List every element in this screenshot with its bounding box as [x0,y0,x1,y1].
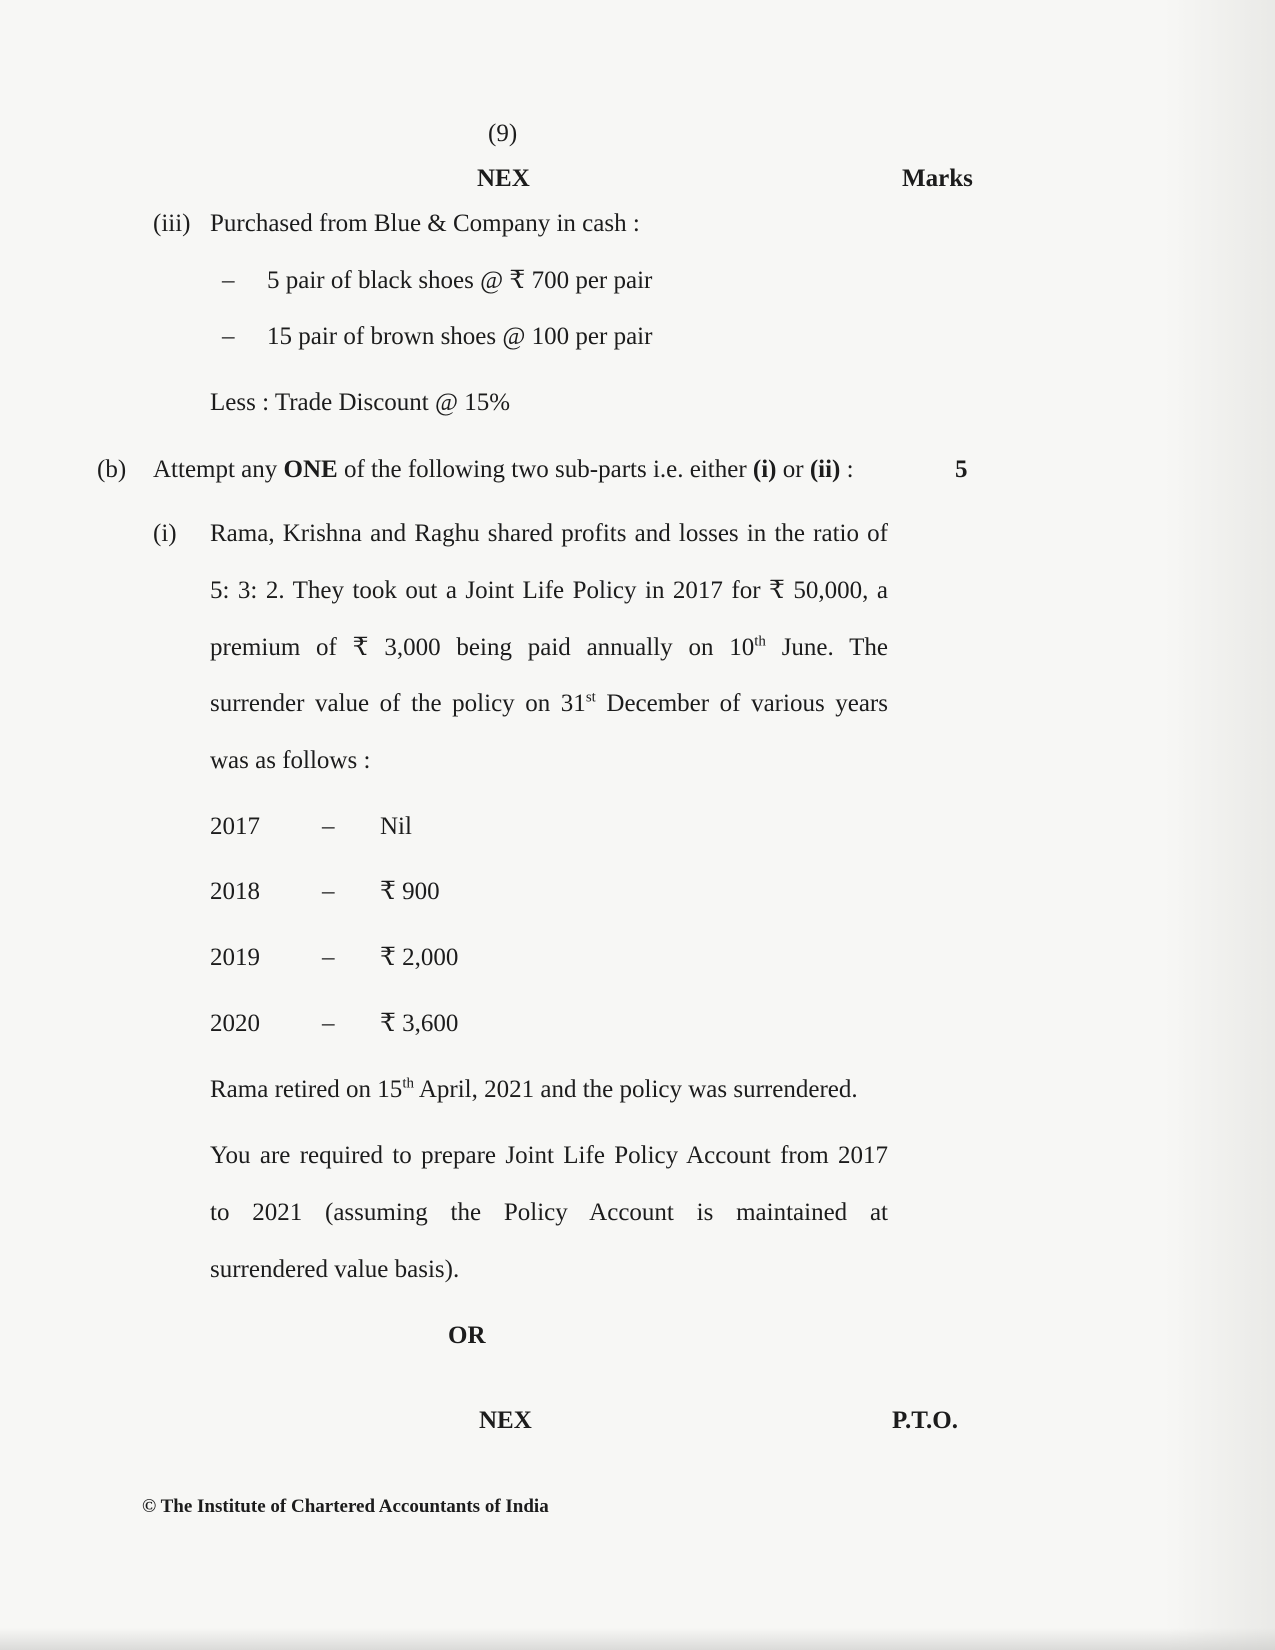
requirement-line-1: You are required to prepare Joint Life Policy Account from 2017 [210,1142,888,1169]
value-2019: ₹ 2,000 [380,944,459,971]
value-2017: Nil [380,813,412,840]
header-code: NEX [477,165,530,192]
bullet-dash: – [222,267,235,294]
year-2019: 2019 [210,944,260,971]
dash: – [322,1010,335,1037]
sub-i-line-3: premium of ₹ 3,000 being paid annually on 10th June. The [210,633,888,661]
value-2018: ₹ 900 [380,878,440,905]
marks-heading: Marks [902,165,973,192]
value-2020: ₹ 3,600 [380,1010,459,1037]
requirement-line-3: surrendered value basis). [210,1256,460,1283]
bullet-dash: – [222,323,235,350]
pto-label: P.T.O. [892,1407,958,1434]
dash: – [322,813,335,840]
sub-i-label: (i) [153,520,177,547]
sub-i-line-2: 5: 3: 2. They took out a Joint Life Policy in 2017 for ₹ 50,000, a [210,577,888,604]
footer-code: NEX [479,1407,532,1434]
trade-discount-line: Less : Trade Discount @ 15% [210,389,511,416]
retirement-line: Rama retired on 15th April, 2021 and the policy was surrendered. [210,1075,858,1103]
item-iii-text: Purchased from Blue & Company in cash : [210,210,640,237]
part-b-marks: 5 [955,456,968,483]
requirement-line-2: to 2021 (assuming the Policy Account is maintained at [210,1199,888,1226]
scan-shadow-edge [1165,0,1275,1650]
scan-bottom-edge [0,1628,1275,1650]
part-b-instruction: Attempt any ONE of the following two sub-parts i.e. either (i) or (ii) : [153,456,854,483]
bullet-black-shoes: 5 pair of black shoes @ ₹ 700 per pair [267,267,653,294]
dash: – [322,944,335,971]
part-b-label: (b) [97,456,127,483]
sub-i-line-5: was as follows : [210,747,371,774]
copyright-notice: © The Institute of Chartered Accountants of India [142,1496,549,1517]
sub-i-line-4: surrender value of the policy on 31st December of various years [210,689,888,717]
page-number: (9) [488,120,518,147]
year-2017: 2017 [210,813,260,840]
dash: – [322,878,335,905]
year-2018: 2018 [210,878,260,905]
or-separator: OR [448,1322,486,1349]
item-iii-label: (iii) [153,210,191,237]
year-2020: 2020 [210,1010,260,1037]
sub-i-line-1: Rama, Krishna and Raghu shared profits and losses in the ratio of [210,520,888,547]
bullet-brown-shoes: 15 pair of brown shoes @ 100 per pair [267,323,653,350]
